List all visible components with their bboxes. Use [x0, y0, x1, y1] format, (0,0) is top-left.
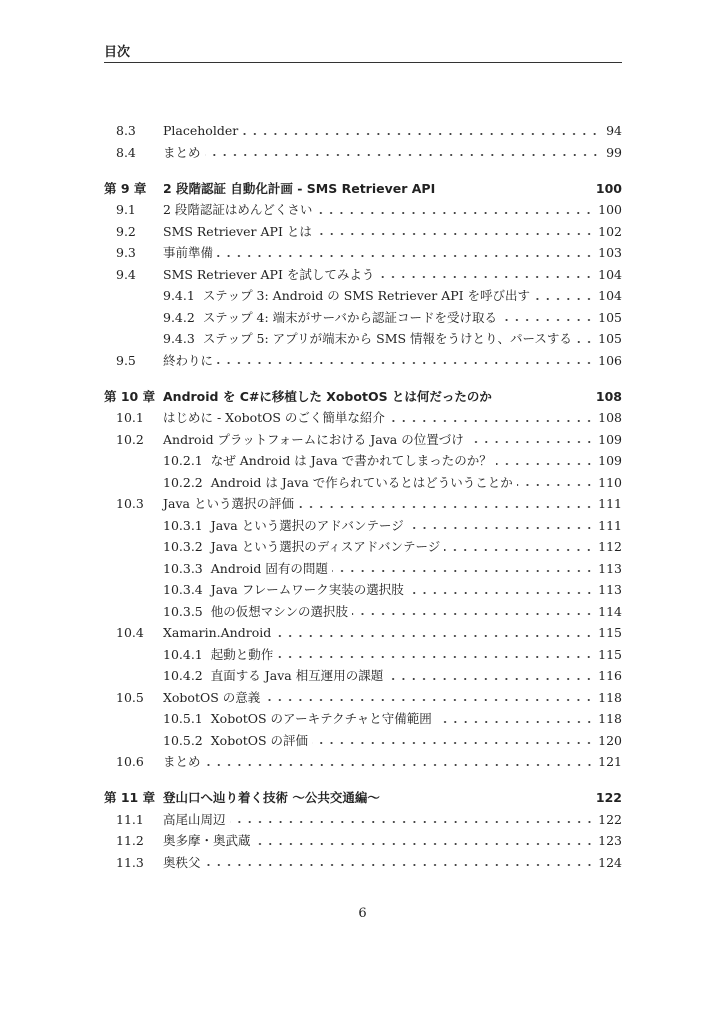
entry-page: 122: [595, 790, 622, 805]
entry-title: 奥秩父: [163, 854, 201, 870]
entry-number: 9.4.3: [163, 331, 195, 346]
entry-number: 11.1: [116, 811, 144, 827]
entry-number: 10.2: [116, 431, 144, 447]
dot-leader: [255, 836, 595, 846]
entry-page: 112: [598, 539, 622, 554]
header-rule: [104, 62, 622, 63]
toc-section-entry[interactable]: [104, 622, 622, 644]
entry-page: 115: [598, 646, 622, 662]
entry-title: なぜ Android は Java で書かれてしまったのか？: [210, 453, 492, 468]
entry-number: 10.3.5: [163, 603, 203, 619]
entry-number: 9.4.1: [163, 288, 195, 303]
dot-leader: [389, 413, 594, 423]
dot-leader: [496, 456, 594, 466]
toc-section-entry[interactable]: [104, 142, 622, 164]
entry-title: 登山口へ辿り着く技術 〜公共交通編〜: [163, 790, 380, 805]
toc-subsection-entry[interactable]: [104, 536, 622, 558]
entry-page: 110: [598, 474, 622, 490]
entry-page: 118: [598, 711, 622, 726]
entry-page: 123: [598, 833, 622, 848]
entry-title: Android を C#に移植した XobotOS とは何だったのか: [163, 388, 492, 404]
entry-page: 105: [598, 309, 622, 325]
toc-section-entry[interactable]: [104, 120, 622, 142]
toc-section-entry[interactable]: [104, 199, 622, 221]
dot-leader: [534, 291, 594, 301]
page-number: 6: [358, 906, 367, 921]
entry-number: 10.5.1: [163, 711, 203, 726]
entry-title: 他の仮想マシンの選択肢: [210, 603, 348, 619]
entry-title: Java という選択の評価: [163, 496, 294, 511]
dot-leader: [436, 714, 594, 724]
entry-page: 109: [598, 453, 622, 468]
entry-page: 124: [598, 854, 622, 870]
entry-page: 113: [598, 582, 622, 597]
entry-page: 122: [598, 811, 622, 827]
entry-number: 11.3: [116, 854, 144, 870]
entry-title: SMS Retriever API を試してみよう: [163, 266, 375, 282]
entry-number: 第 9 章: [104, 180, 147, 196]
entry-number: 第 11 章: [104, 790, 156, 805]
dot-leader: [312, 735, 594, 745]
entry-number: 10.5.2: [163, 732, 203, 748]
entry-title: XobotOS のアーキテクチャと守備範囲: [210, 711, 432, 726]
entry-title: Java という選択のディスアドバンテージ: [210, 539, 441, 554]
dot-leader: [230, 814, 595, 824]
entry-page: 100: [598, 202, 622, 217]
entry-title: 奥多摩・奥武蔵: [163, 833, 251, 848]
toc-section-entry[interactable]: [104, 687, 622, 709]
dot-leader: [332, 563, 594, 573]
entry-title: まとめ: [163, 754, 201, 769]
dot-leader: [217, 355, 594, 365]
entry-number: 10.3: [116, 496, 144, 511]
entry-title: 高尾山周辺: [163, 811, 226, 827]
entry-title: XobotOS の評価: [210, 732, 309, 748]
entry-number: 10.4.2: [163, 668, 203, 683]
dot-leader: [277, 649, 594, 659]
entry-title: SMS Retriever API とは: [163, 223, 312, 239]
entry-title: XobotOS の意義: [163, 689, 261, 705]
entry-number: 9.3: [116, 245, 136, 260]
toc-section-entry[interactable]: [104, 429, 622, 451]
entry-number: 9.5: [116, 352, 136, 368]
entry-page: 120: [598, 732, 622, 748]
dot-leader: [576, 334, 594, 344]
entry-title: Android は Java で作られているとはどういうことか: [210, 474, 513, 490]
entry-title: はじめに - XobotOS のごく簡単な紹介: [163, 410, 385, 425]
toc-subsection-entry[interactable]: [104, 601, 622, 623]
entry-page: 109: [598, 431, 622, 447]
entry-title: ステップ 3: Android の SMS Retriever API を呼び出す: [202, 288, 531, 303]
entry-page: 121: [598, 754, 622, 769]
table-of-contents: [104, 120, 622, 873]
entry-title: 2 段階認証 自動化計画 - SMS Retriever API: [163, 180, 436, 196]
dot-leader: [205, 857, 595, 867]
entry-number: 第 10 章: [104, 388, 156, 404]
toc-subsection-entry[interactable]: [104, 328, 622, 350]
entry-title: ステップ 5: アプリが端末から SMS 情報をうけとり、パースする: [202, 331, 572, 346]
toc-section-entry[interactable]: [104, 751, 622, 773]
entry-page: 102: [598, 223, 622, 239]
entry-number: 9.1: [116, 202, 136, 217]
toc-section-entry[interactable]: [104, 242, 622, 264]
entry-title: 事前準備: [163, 245, 214, 260]
entry-title: 起動と動作: [210, 646, 274, 662]
entry-number: 10.3.3: [163, 560, 203, 576]
toc-section-entry[interactable]: [104, 493, 622, 515]
entry-page: 94: [606, 123, 622, 138]
toc-section-entry[interactable]: [104, 221, 622, 243]
toc-section-entry[interactable]: [104, 809, 622, 831]
dot-leader: [316, 226, 594, 236]
entry-number: 10.1: [116, 410, 144, 425]
entry-number: 10.3.1: [163, 517, 203, 533]
entry-page: 108: [598, 410, 622, 425]
entry-number: 10.5: [116, 689, 144, 705]
entry-page: 108: [595, 388, 622, 404]
entry-title: Java という選択のアドバンテージ: [210, 517, 404, 533]
dot-leader: [264, 692, 594, 702]
entry-page: 100: [595, 180, 622, 196]
entry-page: 111: [598, 496, 622, 511]
entry-number: 11.2: [116, 833, 144, 848]
toc-subsection-entry[interactable]: [104, 644, 622, 666]
dot-leader: [275, 628, 594, 638]
entry-title: Java フレームワーク実装の選択肢: [210, 582, 404, 597]
entry-page: 104: [598, 266, 622, 282]
entry-title: Placeholder: [163, 123, 239, 138]
running-header: 目次: [104, 45, 131, 60]
entry-page: 113: [598, 560, 622, 576]
entry-page: 106: [598, 352, 622, 368]
entry-title: 2 段階認証はめんどくさい: [163, 202, 313, 217]
entry-number: 10.2.2: [163, 474, 203, 490]
toc-chapter-entry[interactable]: [104, 787, 622, 809]
toc-section-entry[interactable]: [104, 350, 622, 372]
toc-subsection-entry[interactable]: [104, 665, 622, 687]
entry-number: 10.4.1: [163, 646, 203, 662]
dot-leader: [517, 477, 594, 487]
toc-subsection-entry[interactable]: [104, 285, 622, 307]
dot-leader: [408, 520, 594, 530]
toc-section-entry[interactable]: [104, 830, 622, 852]
toc-subsection-entry[interactable]: [104, 450, 622, 472]
entry-number: 10.3.4: [163, 582, 203, 597]
entry-title: ステップ 4: 端末がサーバから認証コードを受け取る: [202, 309, 498, 325]
entry-page: 105: [598, 331, 622, 346]
entry-number: 9.4.2: [163, 309, 195, 325]
toc-subsection-entry[interactable]: [104, 307, 622, 329]
toc-section-entry[interactable]: [104, 852, 622, 874]
toc-section-entry[interactable]: [104, 264, 622, 286]
dot-leader: [408, 585, 594, 595]
dot-leader: [316, 205, 594, 215]
toc-section-entry[interactable]: [104, 407, 622, 429]
toc-subsection-entry[interactable]: [104, 515, 622, 537]
entry-number: 8.4: [116, 144, 136, 160]
entry-number: 8.3: [116, 123, 136, 138]
entry-number: 10.2.1: [163, 453, 203, 468]
entry-page: 111: [598, 517, 622, 533]
toc-chapter-entry[interactable]: [104, 386, 622, 408]
dot-leader: [384, 793, 592, 803]
dot-leader: [205, 757, 595, 767]
dot-leader: [217, 248, 594, 258]
entry-number: 10.4: [116, 625, 144, 640]
toc-chapter-entry[interactable]: [104, 178, 622, 200]
entry-number: 10.6: [116, 754, 144, 769]
entry-page: 99: [606, 144, 622, 160]
toc-subsection-entry[interactable]: [104, 558, 622, 580]
dot-leader: [501, 312, 594, 322]
entry-number: 9.2: [116, 223, 136, 239]
dot-leader: [205, 147, 600, 157]
dot-leader: [387, 671, 594, 681]
entry-page: 116: [598, 668, 622, 683]
dot-leader: [496, 391, 592, 401]
toc-subsection-entry[interactable]: [104, 472, 622, 494]
toc-subsection-entry[interactable]: [104, 730, 622, 752]
entry-page: 118: [598, 689, 622, 705]
dot-leader: [352, 606, 594, 616]
entry-number: 9.4: [116, 266, 136, 282]
entry-title: 直面する Java 相互運用の課題: [210, 668, 384, 683]
entry-page: 114: [598, 603, 622, 619]
entry-title: Android 固有の問題: [210, 560, 328, 576]
dot-leader: [242, 126, 600, 136]
entry-title: Xamarin.Android: [163, 625, 272, 640]
entry-title: 終わりに: [163, 352, 214, 368]
entry-page: 115: [598, 625, 622, 640]
entry-page: 103: [598, 245, 622, 260]
entry-number: 10.3.2: [163, 539, 203, 554]
entry-title: まとめ: [163, 144, 201, 160]
entry-page: 104: [598, 288, 622, 303]
entry-title: Android プラットフォームにおける Java の位置づけ: [163, 431, 464, 447]
dot-leader: [444, 542, 594, 552]
toc-subsection-entry[interactable]: [104, 579, 622, 601]
dot-leader: [439, 183, 592, 193]
dot-leader: [298, 499, 594, 509]
dot-leader: [378, 269, 594, 279]
toc-subsection-entry[interactable]: [104, 708, 622, 730]
dot-leader: [468, 434, 594, 444]
